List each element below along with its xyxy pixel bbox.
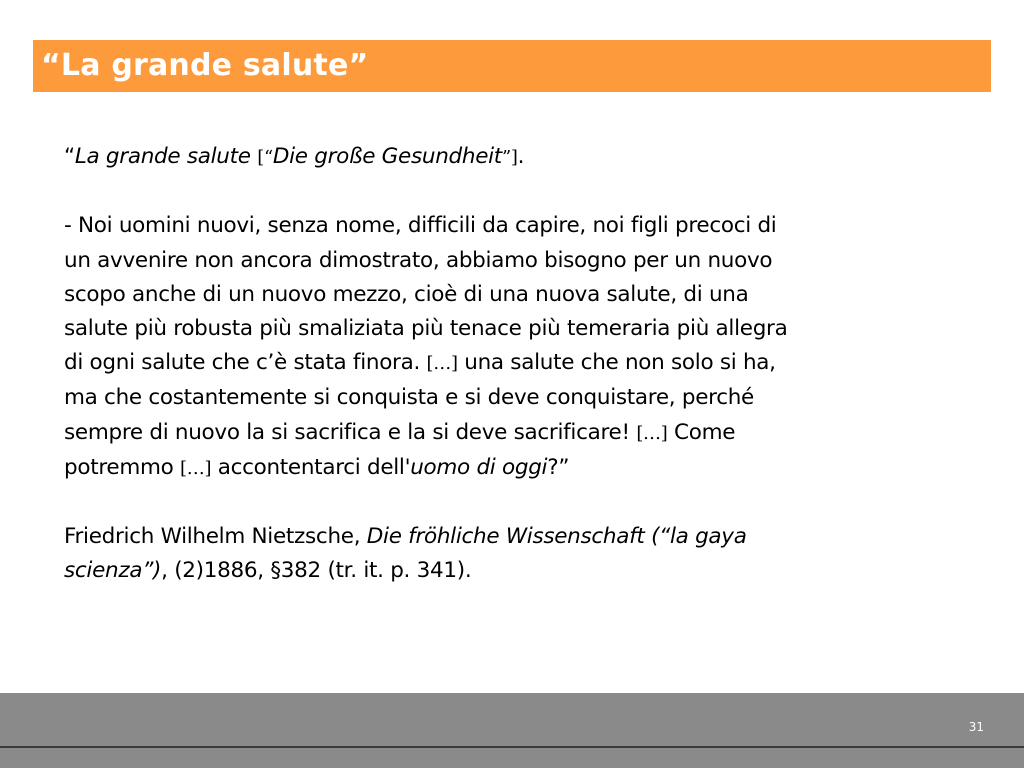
citation-work: scienza”) [64,558,162,584]
citation-line [64,554,944,588]
bracket-open: [“ [257,147,273,168]
footer-band [0,693,1024,768]
quote-line [64,346,944,381]
open-quote: “ [64,144,75,169]
quote-line: un avvenire non ancora dimostrato, abbiamo bisogno per un nuovo [64,247,773,273]
quote-line: - Noi uomini nuovi, senza nome, difficili da capire, noi figli precoci di [64,213,777,239]
citation-author: Friedrich Wilhelm Nietzsche, [64,524,367,550]
quote-line: ma che costantemente si conquista e si deve conquistare, perché [64,385,754,411]
ellipsis-bracket: […] [180,457,212,479]
ellipsis-bracket: […] [426,353,458,375]
page-number: 31 [968,720,984,734]
bracket-close: ”] [501,147,518,168]
quote-text: potremmo [64,454,181,480]
blank-line [64,175,944,209]
title-italic: La grande salute [74,144,251,169]
citation-work: Die fröhliche Wissenschaft (“la gaya [366,524,747,550]
quote-paragraph [64,209,944,486]
blank-line [64,486,944,520]
quote-text: accontentarci dell' [211,454,411,480]
quote-line: salute più robusta più smaliziata più tenace più temeraria più allegra [64,316,788,341]
title-bar [33,40,991,92]
quote-text: ?” [547,454,570,480]
quote-text: sempre di nuovo la si sacrifica e la si deve sacrificare! [64,419,637,445]
quote-text: una salute che non solo si ha, [457,350,776,376]
slide-title: “La grande salute” [41,48,369,83]
quote-line [64,451,944,486]
slide-body [64,140,944,589]
ellipsis-bracket: […] [636,422,668,444]
quote-italic: uomo di oggi [410,454,548,480]
german-title-italic: Die große Gesundheit [272,144,502,169]
footer-divider [0,746,1024,748]
citation-details: , (2)1886, §382 (tr. it. p. 341). [161,558,472,584]
heading-end: . [517,144,525,169]
quote-text: di ogni salute che c’è stata finora. [64,350,427,376]
quote-line: scopo anche di un nuovo mezzo, cioè di una nuova salute, di una [64,281,749,307]
citation-line [64,520,944,554]
quote-line [64,416,944,451]
quote-text: Come [667,419,736,445]
heading-line [64,140,944,175]
citation [64,520,944,588]
